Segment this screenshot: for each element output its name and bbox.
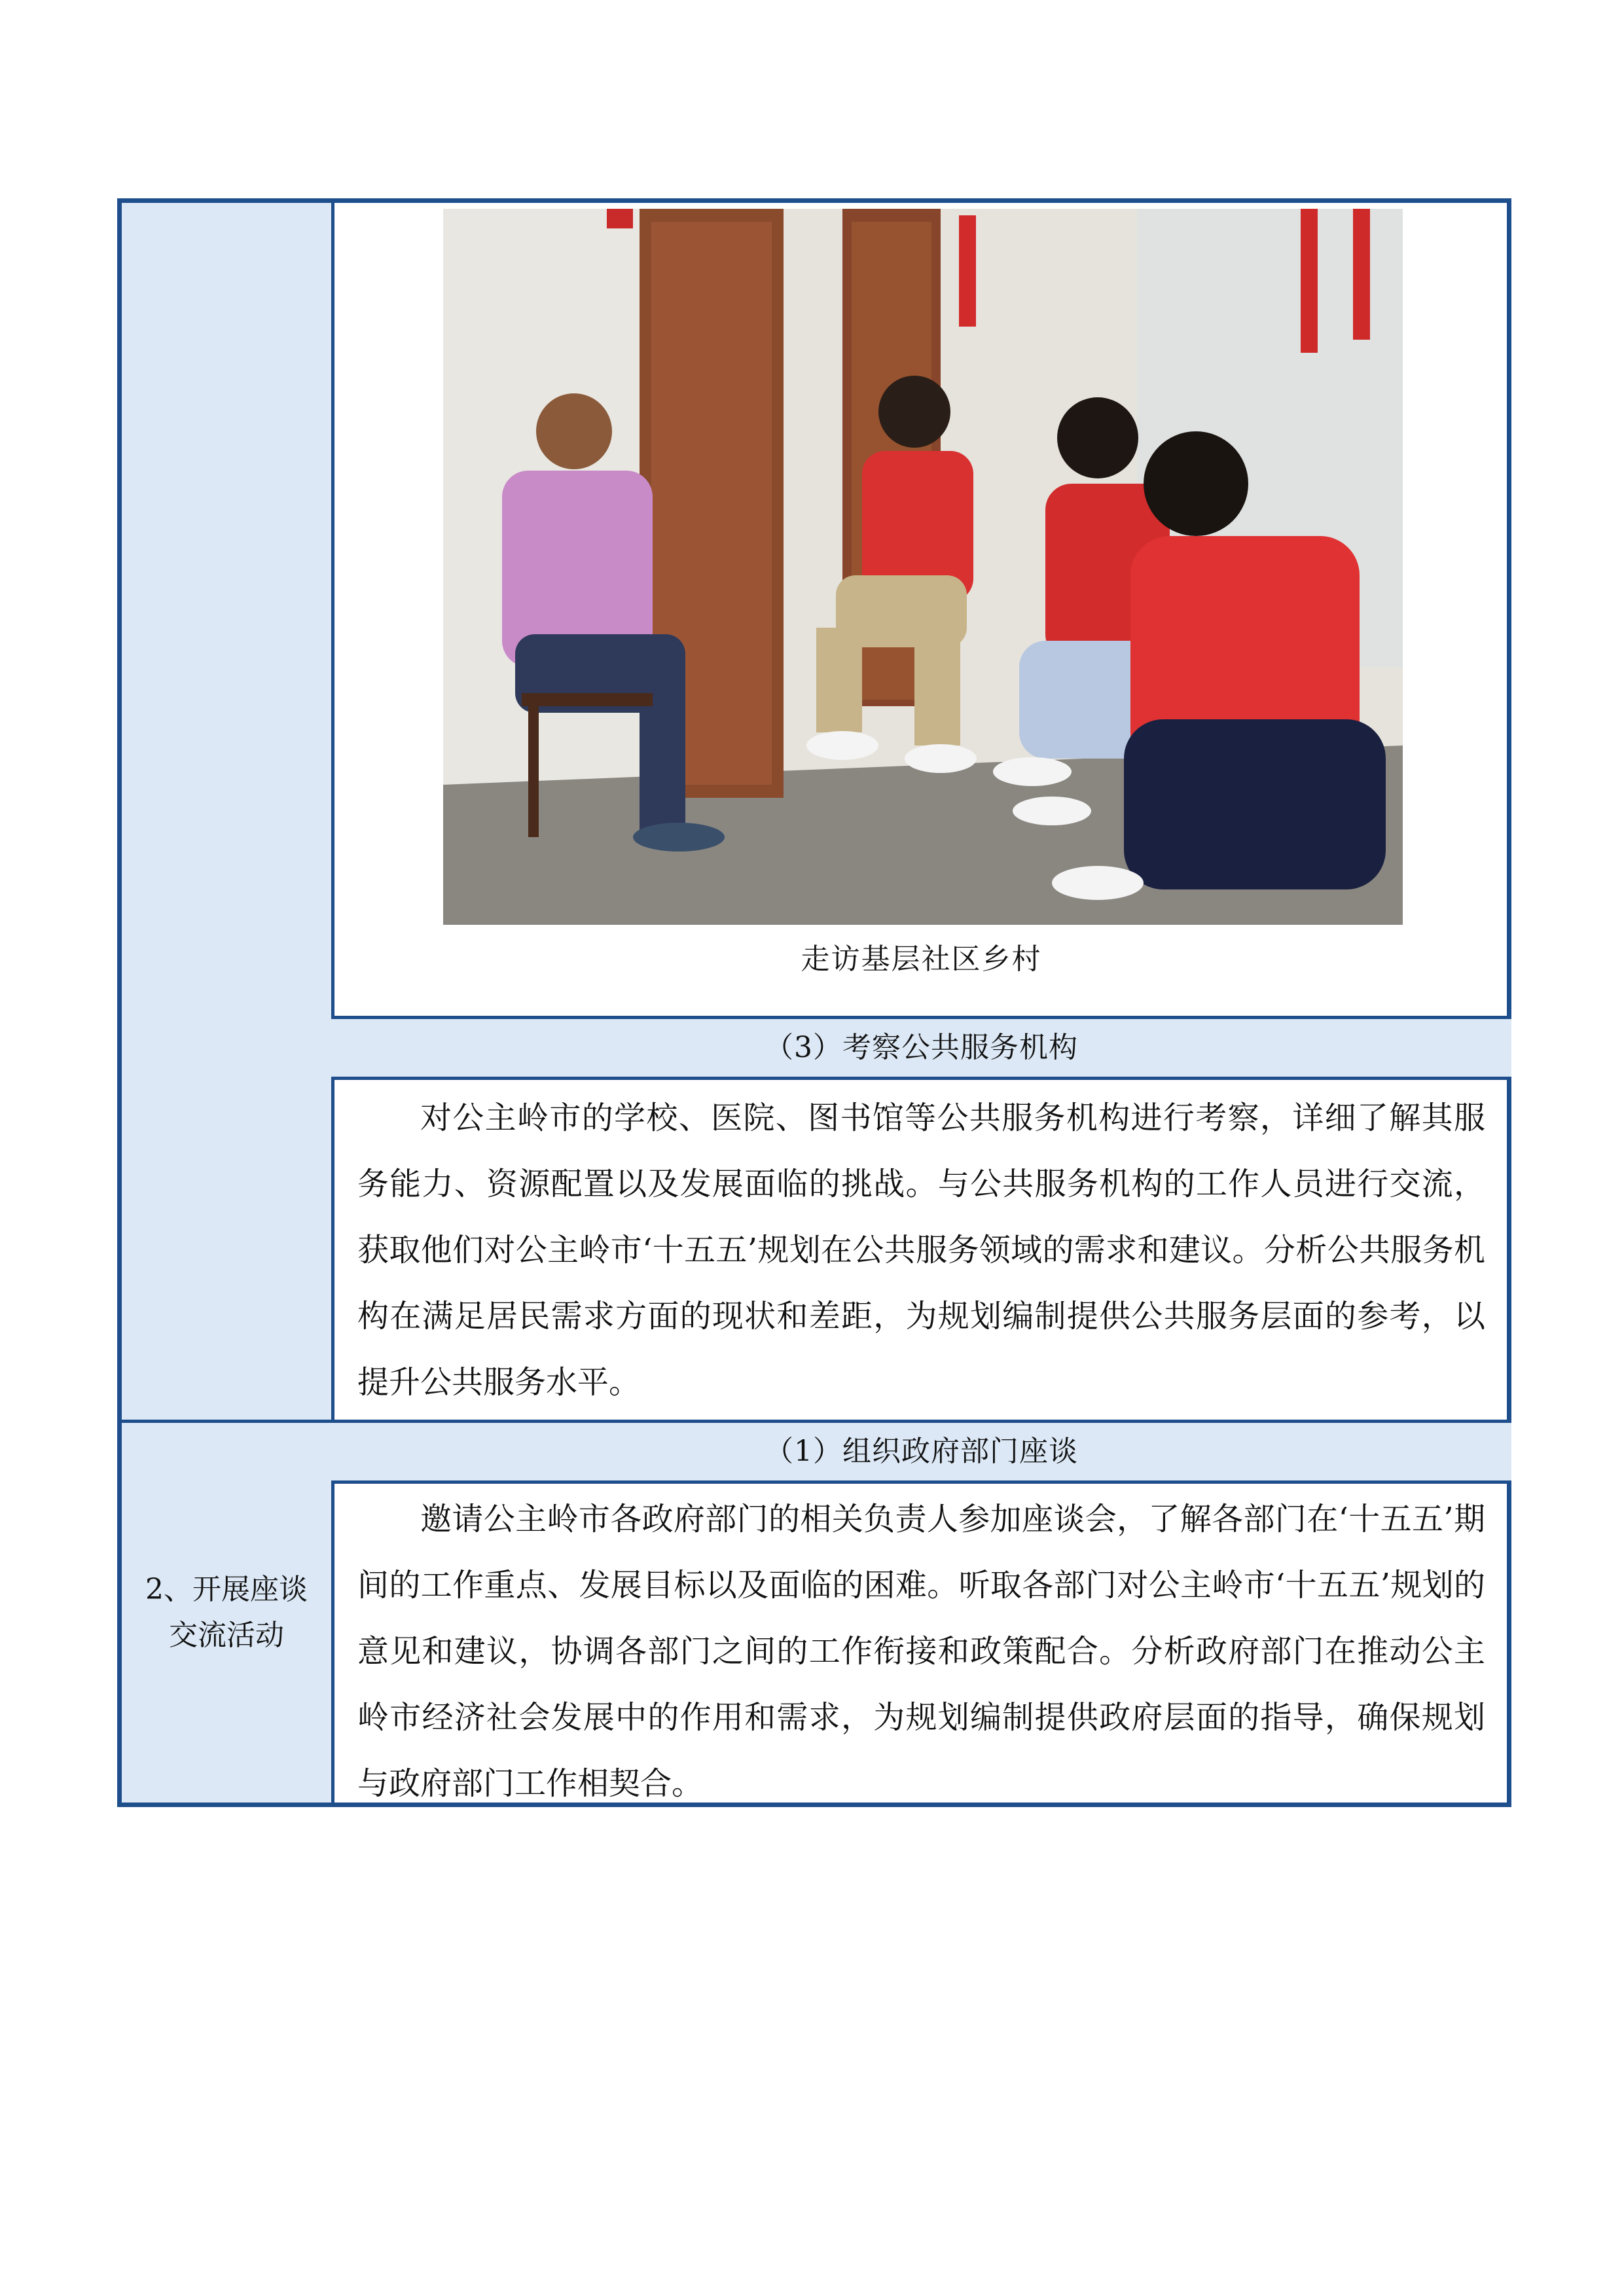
activity-label-cell: [122, 1423, 334, 1803]
activity-table: [117, 198, 1511, 1807]
activity-label: 2、开展座谈交流活动: [145, 1573, 308, 1652]
left-cell-empty: [122, 203, 334, 1423]
section-body-cell: [331, 1484, 1511, 1803]
section-body: 邀请公主岭市各政府部门的相关负责人参加座谈会，了解各部门在‘十五五’期间的工作重点、发展目标以及面临的困难。听取各部门对公主岭市‘十五五’规划的意见和建议，协调各部门之间的工作衔接和政策配合。分析政府部门在推动公主岭市经济社会发展中的作用和需求，为规划编制提供政府层面的指导，确保规划与政府部门工作相契合。: [357, 1501, 1485, 1802]
section-body-cell: [331, 1080, 1511, 1420]
community-visit-photo: [443, 209, 1403, 925]
section-heading: （3）考察公共服务机构: [331, 1019, 1511, 1077]
photo-community-visit-icon: [443, 209, 1403, 925]
section-body: 对公主岭市的学校、医院、图书馆等公共服务机构进行考察，详细了解其服务能力、资源配置以及发展面临的挑战。与公共服务机构的工作人员进行交流，获取他们对公主岭市‘十五五’规划在公共服务领域的需求和建议。分析公共服务机构在满足居民需求方面的现状和差距，为规划编制提供公共服务层面的参考，以提升公共服务水平。: [357, 1100, 1485, 1401]
section-heading: （1）组织政府部门座谈: [331, 1423, 1511, 1480]
photo-caption: 走访基层社区乡村: [801, 942, 1042, 976]
